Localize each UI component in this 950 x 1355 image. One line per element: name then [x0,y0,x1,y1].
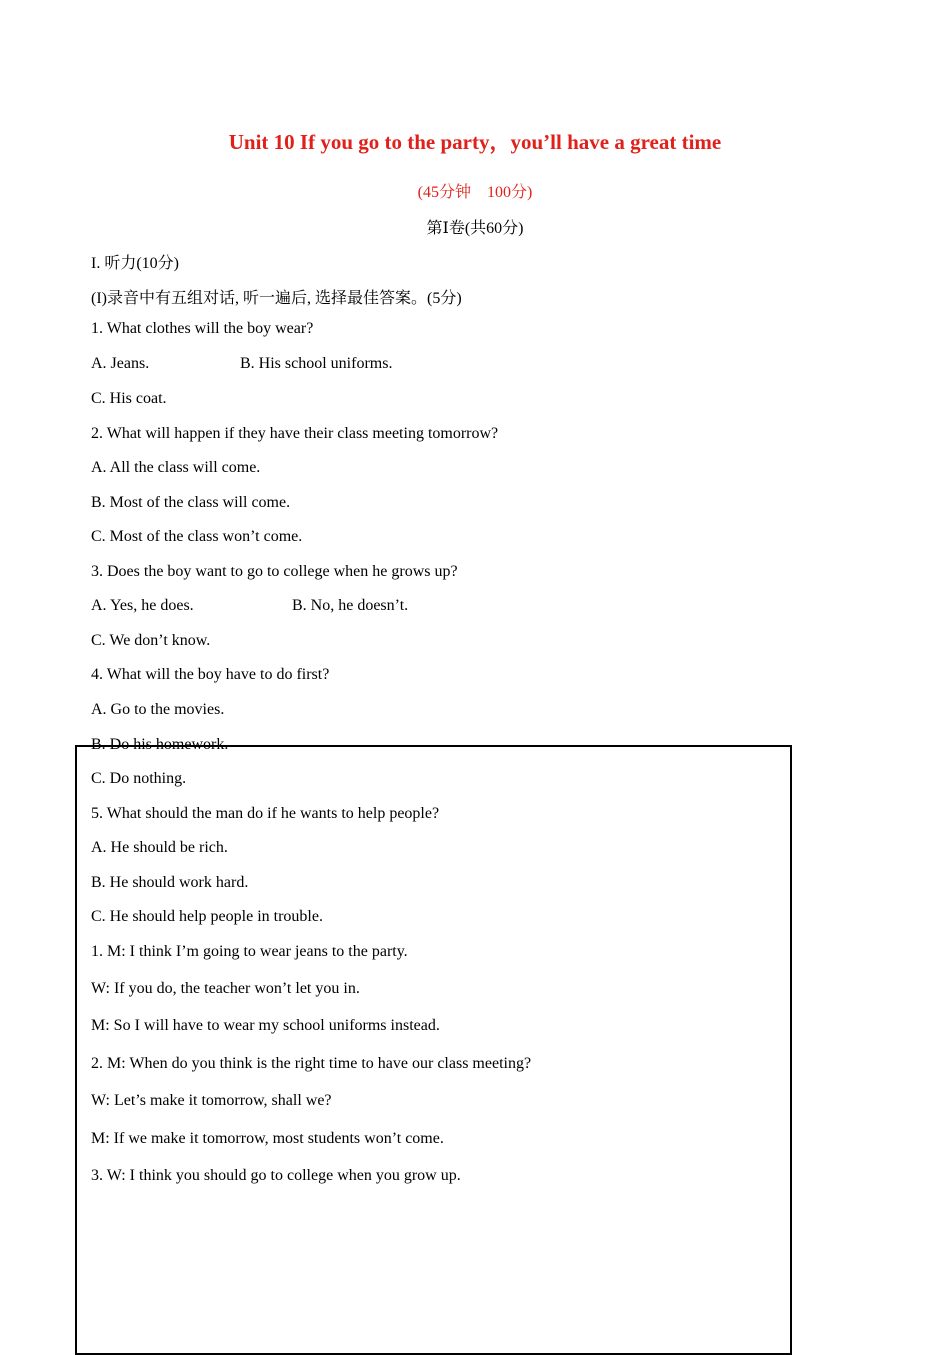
question-2-option-c: C. Most of the class won’t come. [91,528,303,545]
transcript-line-7: 3. W: I think you should go to college when you grow up. [91,1167,461,1184]
question-1-option-b: B. His school uniforms. [240,355,393,372]
question-3-option-a: A. Yes, he does. [91,597,194,614]
question-3-stem: 3. Does the boy want to go to college when he grows up? [91,563,458,580]
question-4-option-c: C. Do nothing. [91,770,187,787]
question-1-option-c: C. His coat. [91,390,167,407]
question-2-stem: 2. What will happen if they have their class meeting tomorrow? [91,425,499,442]
transcript-line-3: M: So I will have to wear my school uniforms instead. [91,1017,440,1034]
question-1-option-a: A. Jeans. [91,355,150,372]
question-5-option-c: C. He should help people in trouble. [91,908,323,925]
transcript-line-1: 1. M: I think I’m going to wear jeans to the party. [91,943,408,960]
question-3-option-c: C. We don’t know. [91,632,211,649]
question-5-option-b: B. He should work hard. [91,874,249,891]
question-5-stem: 5. What should the man do if he wants to help people? [91,805,440,822]
question-4-option-b: B. Do his homework. [91,736,229,753]
question-4-stem: 4. What will the boy have to do first? [91,666,330,683]
question-2-option-a: A. All the class will come. [91,459,261,476]
page-title: Unit 10 If you go to the party，you’ll have a great time [228,130,722,154]
transcript-line-5: W: Let’s make it tomorrow, shall we? [91,1092,332,1109]
transcript-line-4: 2. M: When do you think is the right time to have our class meeting? [91,1055,532,1072]
question-2-option-b: B. Most of the class will come. [91,494,291,511]
transcript-box [75,745,792,1355]
question-3-option-b: B. No, he doesn’t. [292,597,409,614]
section-heading: I. 听力(10分) [91,255,179,272]
volume-heading: 第Ⅰ卷(共60分) [426,220,524,237]
transcript-line-2: W: If you do, the teacher won’t let you in. [91,980,360,997]
question-4-option-a: A. Go to the movies. [91,701,225,718]
transcript-line-6: M: If we make it tomorrow, most students won’t come. [91,1130,444,1147]
question-5-option-a: A. He should be rich. [91,839,228,856]
question-1-stem: 1. What clothes will the boy wear? [91,320,314,337]
page-subtitle: (45分钟 100分) [417,184,533,201]
section-instruction: (I)录音中有五组对话, 听一遍后, 选择最佳答案。(5分) [91,290,462,307]
